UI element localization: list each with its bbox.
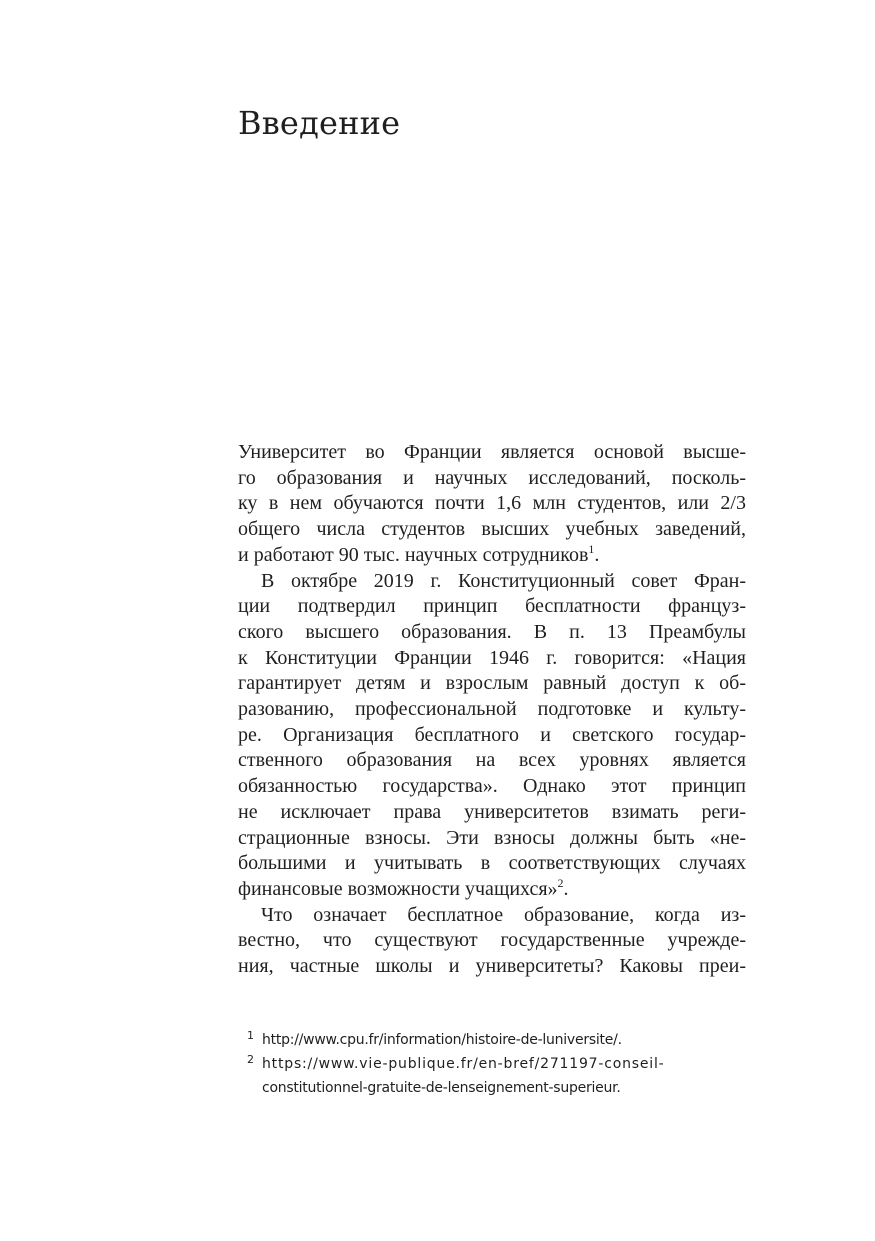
text-line: Университет во Франции является основой высше- xyxy=(238,441,746,463)
footnotes xyxy=(238,1028,746,1100)
text-line: ре. Организация бесплатного и светского государ- xyxy=(238,723,746,746)
text-line: общего числа студентов высших учебных заведений, xyxy=(238,518,746,541)
text-line: В октябре 2019 г. Конституционный совет Фран- xyxy=(261,569,746,592)
text-line: не исключает права университетов взимать реги- xyxy=(238,800,746,823)
text-line-last xyxy=(238,543,746,569)
sentence-end: . xyxy=(563,877,569,900)
paragraph-2 xyxy=(238,569,746,903)
text-line-last xyxy=(238,877,746,903)
text-line: Что означает бесплатное образование, когда из- xyxy=(261,903,746,926)
footnote-link-continuation[interactable]: constitutionnel-gratuite-de-lenseignement-superieur. xyxy=(262,1080,621,1096)
text-line-content: финансовые возможности учащихся» xyxy=(238,877,558,900)
text-line: к Конституции Франции 1946 г. говорится: «Нация xyxy=(238,646,746,669)
text-line: гарантирует детям и взрослым равный доступ к об- xyxy=(238,672,746,695)
text-line-content: и работают 90 тыс. научных сотрудников xyxy=(238,543,589,566)
text-line: ственного образования на всех уровнях является xyxy=(238,749,746,772)
text-line: большими и учитывать в соответствующих случаях xyxy=(238,852,746,875)
footnote-2 xyxy=(238,1052,746,1100)
text-line: разованию, профессиональной подготовке и культу- xyxy=(238,698,746,721)
footnote-link[interactable]: http://www.cpu.fr/information/histoire-de-luniversite/. xyxy=(262,1032,622,1048)
text-line: ния, частные школы и университеты? Каковы преи- xyxy=(238,955,746,978)
text-line: вестно, что существуют государственные учрежде- xyxy=(238,929,746,952)
text-line: ку в нем обучаются почти 1,6 млн студентов, или 2/3 xyxy=(238,492,746,515)
text-line: ского высшего образования. В п. 13 Преамбулы xyxy=(238,620,746,643)
footnote-1 xyxy=(238,1028,746,1052)
footnote-number: 2 xyxy=(247,1053,254,1066)
text-line: ции подтвердил принцип бесплатности француз- xyxy=(238,595,746,618)
footnote-reference[interactable]: 2 xyxy=(557,875,564,890)
text-line: страционные взносы. Эти взносы должны быть «не- xyxy=(238,826,746,849)
sentence-end: . xyxy=(594,543,600,566)
footnote-link[interactable]: https://www.vie-publique.fr/en-bref/271197-conseil- xyxy=(262,1056,665,1072)
footnote-reference[interactable]: 1 xyxy=(588,541,595,556)
text-line: го образования и научных исследований, посколь- xyxy=(238,466,746,489)
body-text xyxy=(238,440,746,980)
chapter-title: Введение xyxy=(238,104,401,142)
paragraph-3 xyxy=(238,903,746,980)
paragraph-1 xyxy=(238,440,746,569)
text-line: обязанностью государства». Однако этот принцип xyxy=(238,775,746,798)
footnote-number: 1 xyxy=(247,1029,254,1042)
